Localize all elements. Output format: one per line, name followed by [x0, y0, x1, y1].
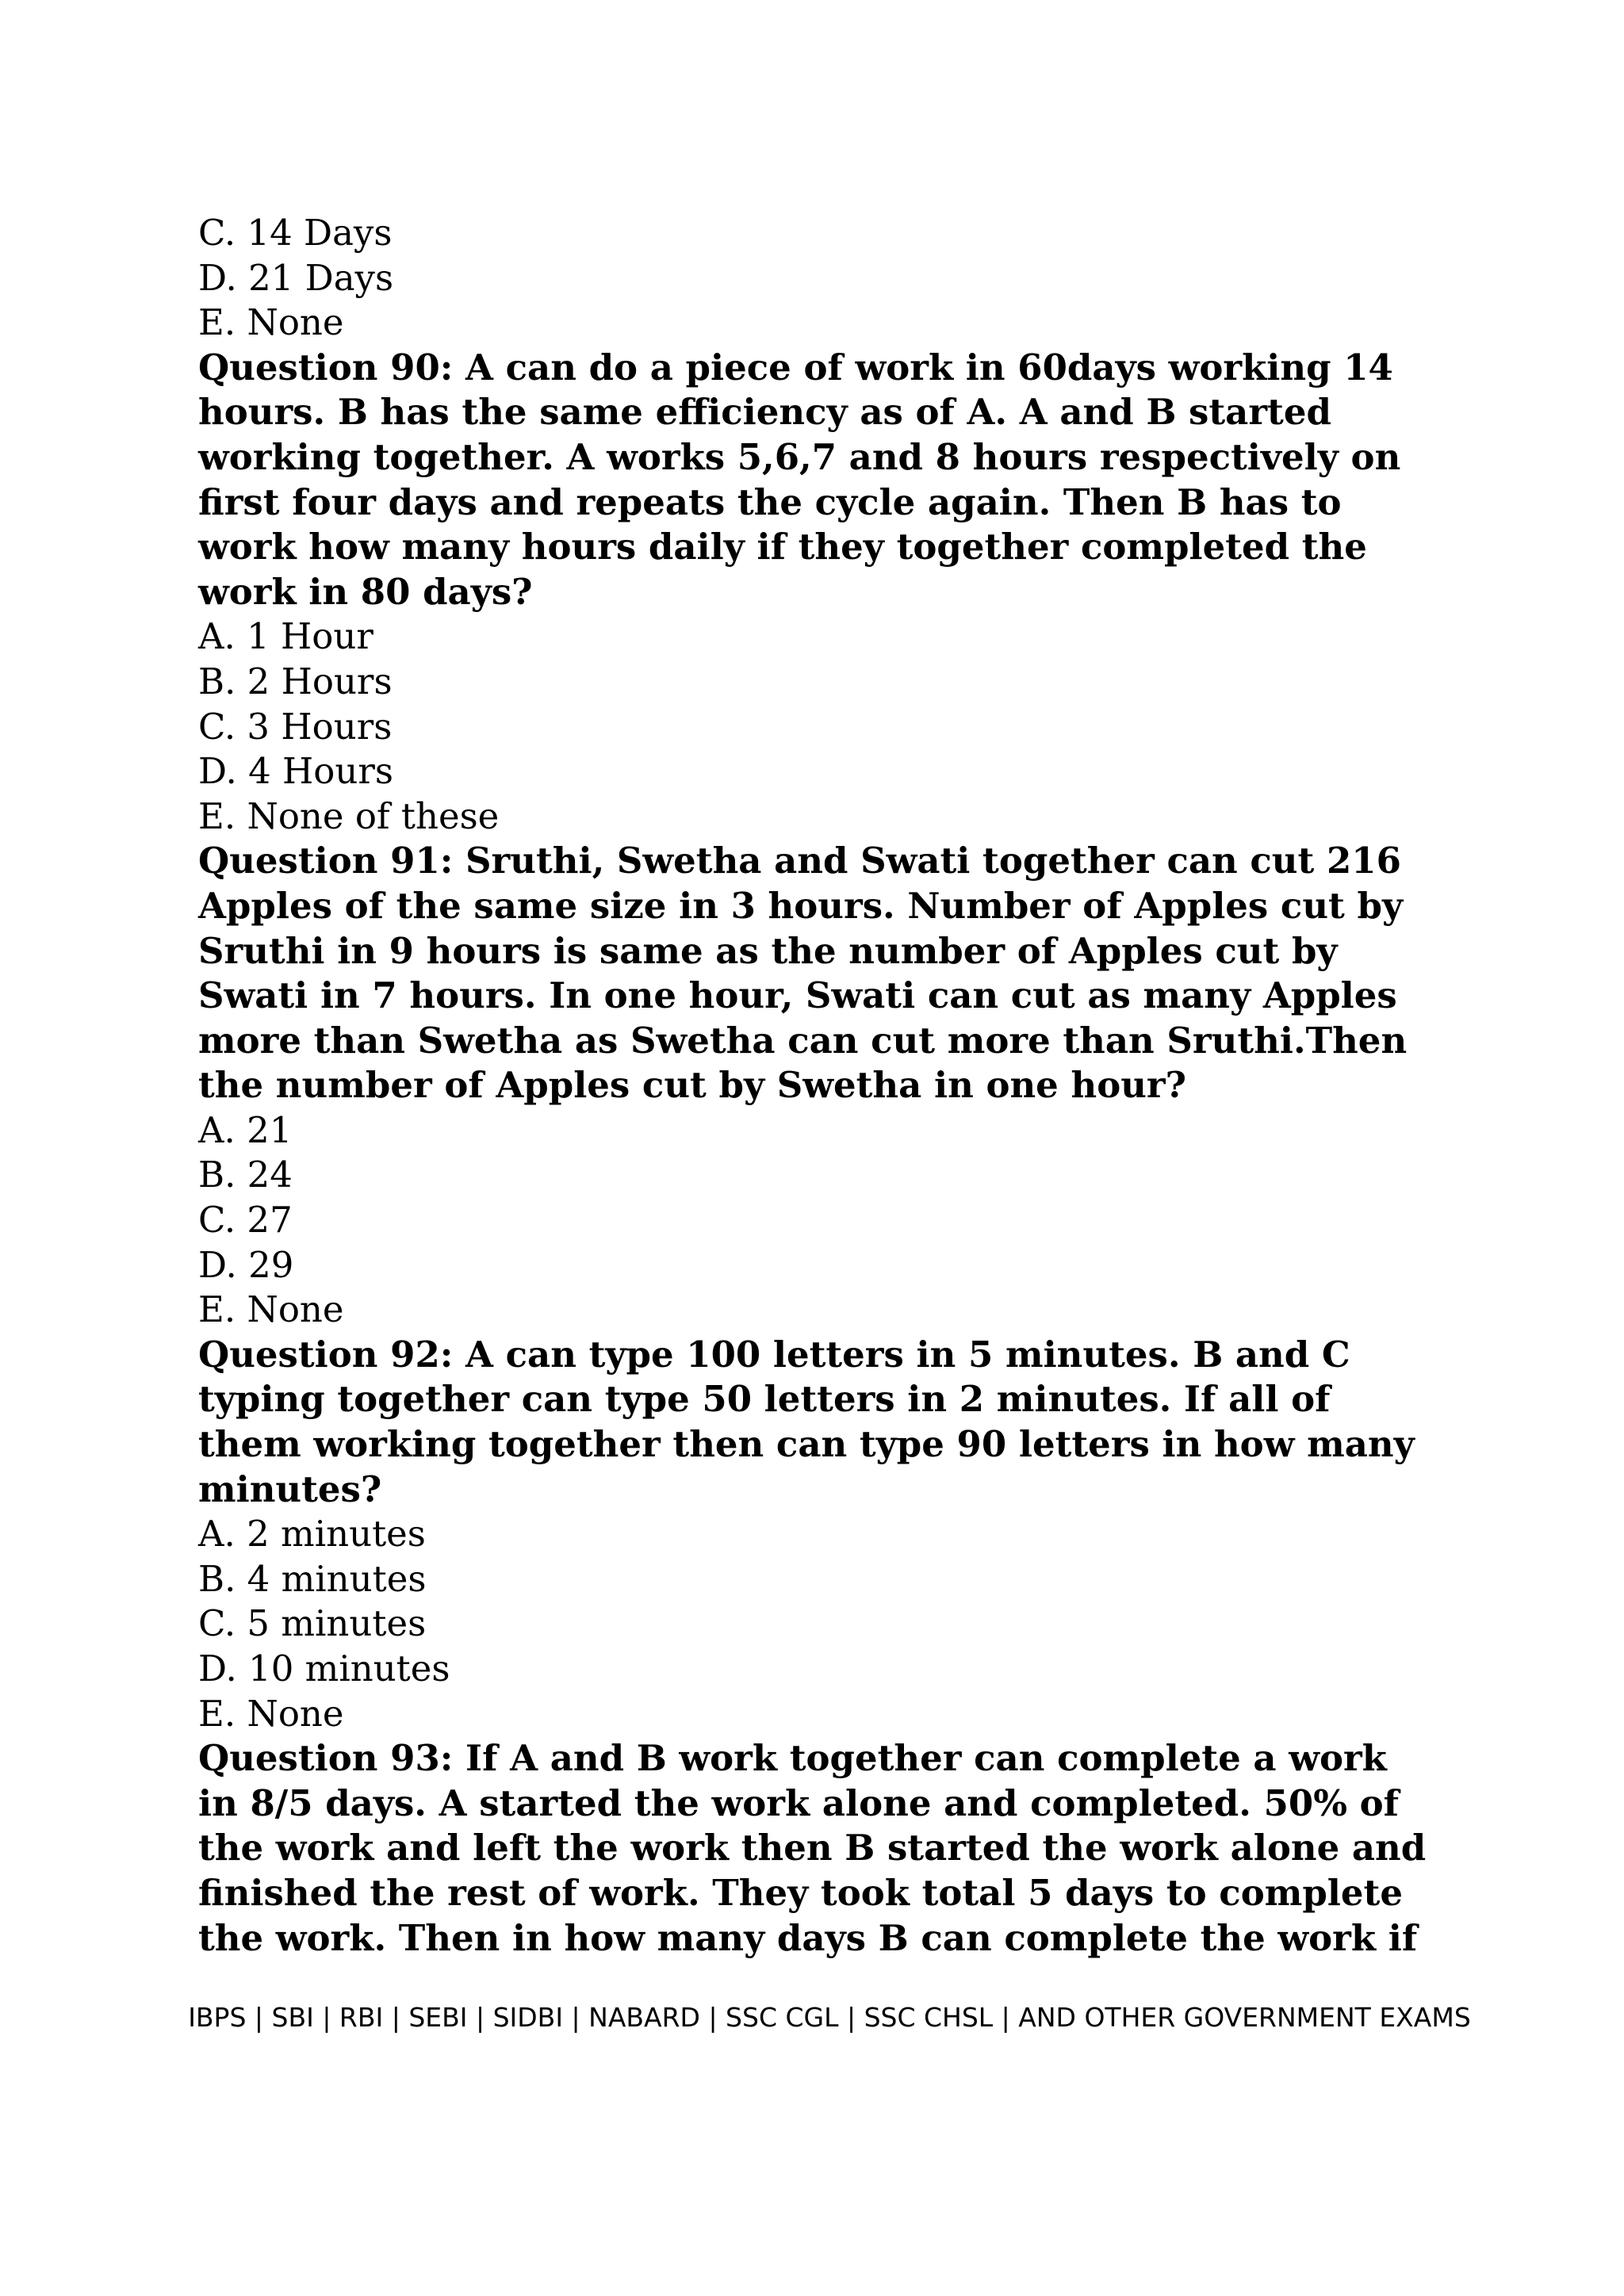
answer-option: D. 29 — [198, 1243, 294, 1286]
question-line: work how many hours daily if they together completed the — [198, 526, 1367, 568]
question-line: work in 80 days? — [198, 570, 533, 613]
question-line: Question 91: Sruthi, Swetha and Swati together can cut 216 — [198, 840, 1401, 882]
question-text — [198, 839, 1435, 1108]
answer-option: C. 14 Days — [198, 212, 393, 254]
answer-option: B. 2 Hours — [198, 660, 393, 702]
question-line: the work. Then in how many days B can complete the work if — [198, 1916, 1418, 1959]
answer-option: B. 24 — [198, 1154, 293, 1196]
answer-option: C. 5 minutes — [198, 1602, 427, 1645]
question-line: Question 90: A can do a piece of work in 60days working 14 — [198, 346, 1393, 388]
question-text — [198, 346, 1435, 615]
answer-option: D. 21 Days — [198, 256, 394, 299]
question-line: minutes? — [198, 1468, 382, 1510]
answer-option: A. 21 — [198, 1108, 293, 1151]
question-line: finished the rest of work. They took total 5 days to complete — [198, 1871, 1403, 1914]
page-body — [198, 211, 1435, 1961]
question-line: Question 92: A can type 100 letters in 5 minutes. B and C — [198, 1333, 1350, 1376]
question-line: them working together then can type 90 letters in how many — [198, 1423, 1415, 1466]
question-line: more than Swetha as Swetha can cut more than Sruthi.Then — [198, 1019, 1408, 1062]
question-line: in 8/5 days. A started the work alone and completed. 50% of — [198, 1781, 1400, 1824]
question-text — [198, 1736, 1435, 1961]
answer-option: E. None — [198, 1692, 344, 1735]
question-line: hours. B has the same efficiency as of A. A and B started — [198, 391, 1331, 434]
answer-option: E. None of these — [198, 794, 500, 837]
question-line: first four days and repeats the cycle again. Then B has to — [198, 480, 1342, 523]
answer-option: A. 2 minutes — [198, 1513, 426, 1556]
answer-option: D. 4 Hours — [198, 750, 393, 793]
question-line: the number of Apples cut by Swetha in one hour? — [198, 1064, 1187, 1107]
question-line: Apples of the same size in 3 hours. Number of Apples cut by — [198, 884, 1404, 927]
question-line: typing together can type 50 letters in 2 minutes. If all of — [198, 1378, 1331, 1421]
answer-option: E. None — [198, 1288, 344, 1331]
question-line: Question 93: If A and B work together can complete a work — [198, 1737, 1387, 1780]
question-line: working together. A works 5,6,7 and 8 hours respectively on — [198, 435, 1401, 478]
answer-option: A. 1 Hour — [198, 615, 373, 658]
answer-option: D. 10 minutes — [198, 1647, 450, 1689]
question-line: Swati in 7 hours. In one hour, Swati can cut as many Apples — [198, 974, 1397, 1017]
answer-option: E. None — [198, 301, 344, 344]
answer-option: C. 27 — [198, 1199, 293, 1242]
question-text — [198, 1333, 1435, 1512]
answer-option: B. 4 minutes — [198, 1557, 427, 1600]
page-footer: IBPS | SBI | RBI | SEBI | SIDBI | NABARD | SSC CGL | SSC CHSL | AND OTHER GOVERNMENT EXAMS — [188, 2002, 1471, 2033]
answer-option: C. 3 Hours — [198, 705, 393, 748]
question-line: the work and left the work then B started the work alone and — [198, 1827, 1427, 1869]
question-line: Sruthi in 9 hours is same as the number of Apples cut by — [198, 929, 1338, 972]
